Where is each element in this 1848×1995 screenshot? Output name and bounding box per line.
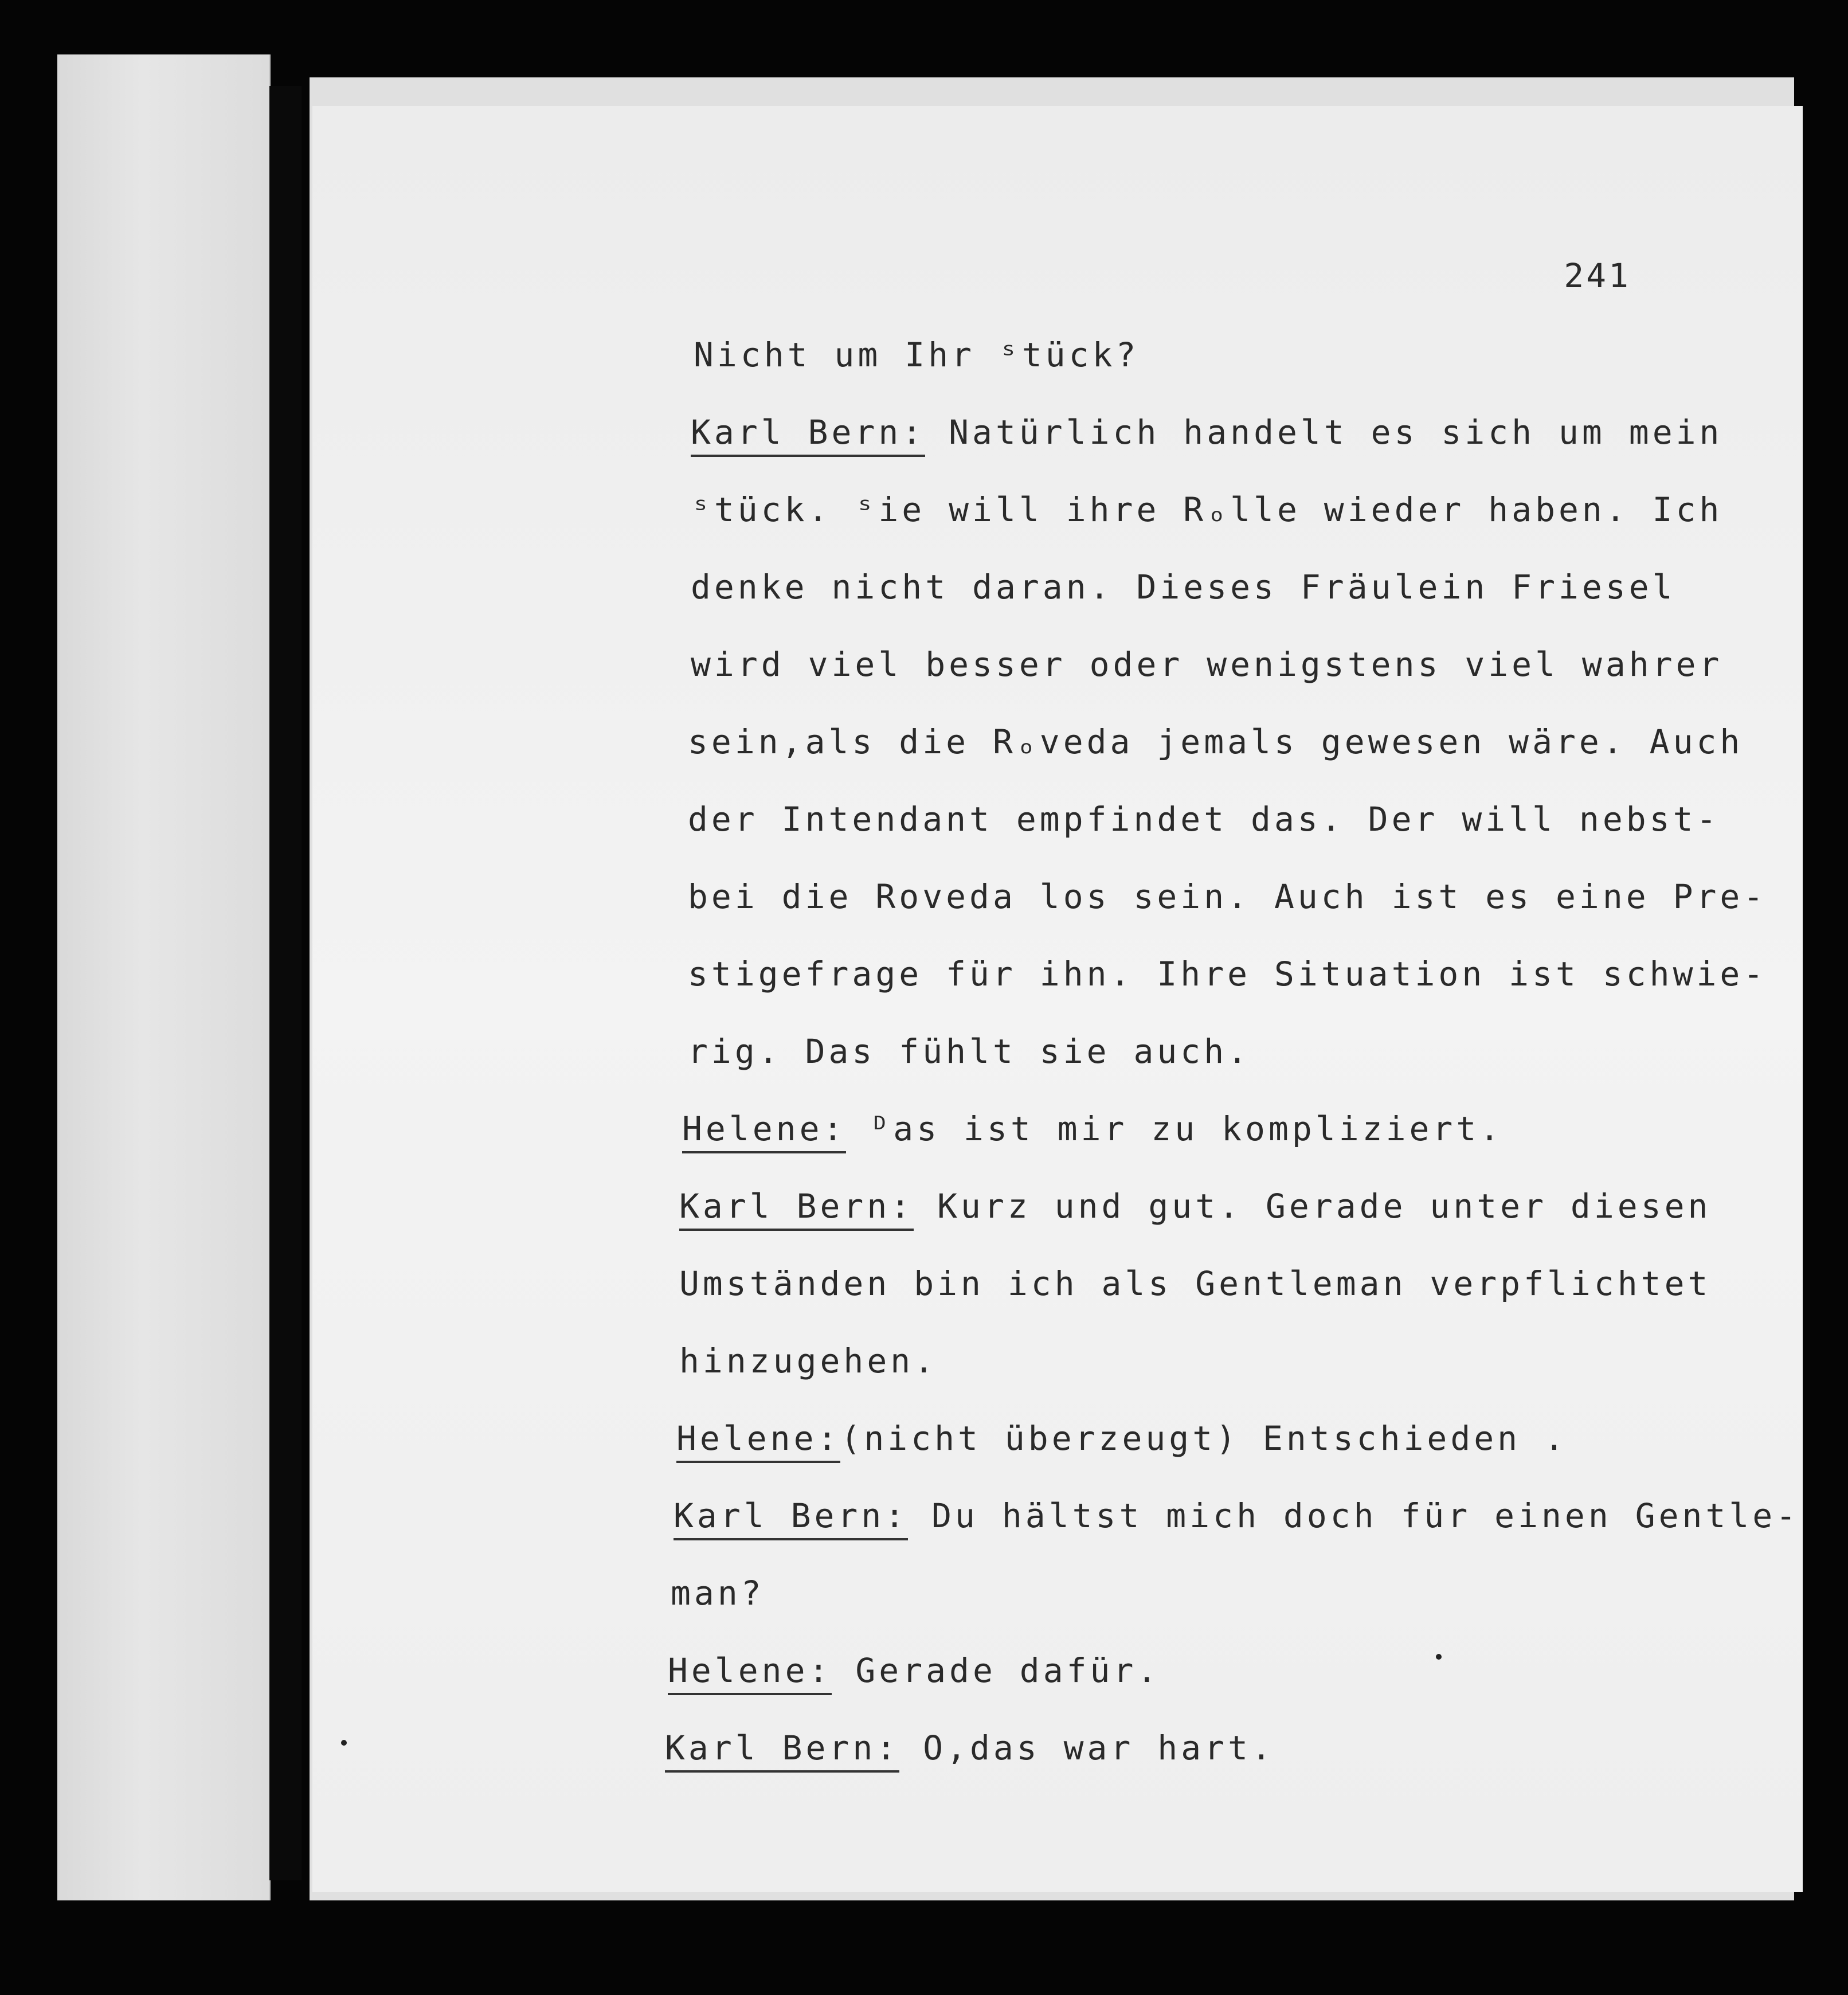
speaker-helene: Helene:	[682, 1112, 846, 1153]
text-line-9: stigefrage für ihn. Ihre Situation ist schwie-	[688, 955, 1767, 993]
text-line-3: ˢtück. ˢie will ihre Rₒlle wieder haben. Ich	[691, 490, 1723, 529]
speaker-helene: Helene:	[676, 1422, 840, 1463]
previous-page-edge	[57, 54, 271, 1900]
speaker-helene: Helene:	[668, 1654, 832, 1695]
speaker-karl-bern: Karl Bern:	[674, 1499, 908, 1540]
text-line-7: der Intendant empfindet das. Der will nebst-	[688, 800, 1720, 839]
text-line-8: bei die Roveda los sein. Auch ist es eine Pre-	[688, 877, 1767, 916]
ink-dot	[341, 1740, 347, 1746]
text-line-17: man?	[671, 1574, 765, 1613]
text-line-12: Karl Bern: Kurz und gut. Gerade unter diesen	[679, 1190, 1711, 1231]
text-line-2: Karl Bern: Natürlich handelt es sich um mein	[691, 416, 1722, 457]
text-line-10: rig. Das fühlt sie auch.	[688, 1032, 1251, 1071]
speaker-karl-bern: Karl Bern:	[679, 1190, 914, 1231]
text-line-15: Helene:(nicht überzeugt) Entschieden .	[676, 1422, 1568, 1463]
text-line-16: Karl Bern: Du hältst mich doch für einen Gentle-	[674, 1499, 1799, 1540]
text-line-1: Nicht um Ihr ˢtück?	[694, 335, 1140, 374]
page-number: 241	[1564, 256, 1631, 295]
text-line-6: sein,als die Rₒveda jemals gewesen wäre. Auch	[688, 722, 1744, 761]
typed-page	[312, 106, 1803, 1892]
text-line-5: wird viel besser oder wenigstens viel wahrer	[691, 645, 1723, 684]
text-line-18: Helene: Gerade dafür.	[668, 1654, 1160, 1695]
text-line-11: Helene: ᴰas ist mir zu kompliziert.	[682, 1112, 1503, 1153]
text-line-14: hinzugehen.	[679, 1341, 938, 1380]
text-line-4: denke nicht daran. Dieses Fräulein Friesel	[691, 568, 1676, 607]
ink-dot	[1436, 1654, 1442, 1660]
speaker-karl-bern: Karl Bern:	[665, 1731, 899, 1773]
text-line-13: Umständen bin ich als Gentleman verpflichtet	[679, 1264, 1712, 1303]
speaker-karl-bern: Karl Bern:	[691, 416, 925, 457]
page-divider	[269, 86, 302, 1880]
text-line-19: Karl Bern: O,das war hart.	[665, 1731, 1275, 1773]
